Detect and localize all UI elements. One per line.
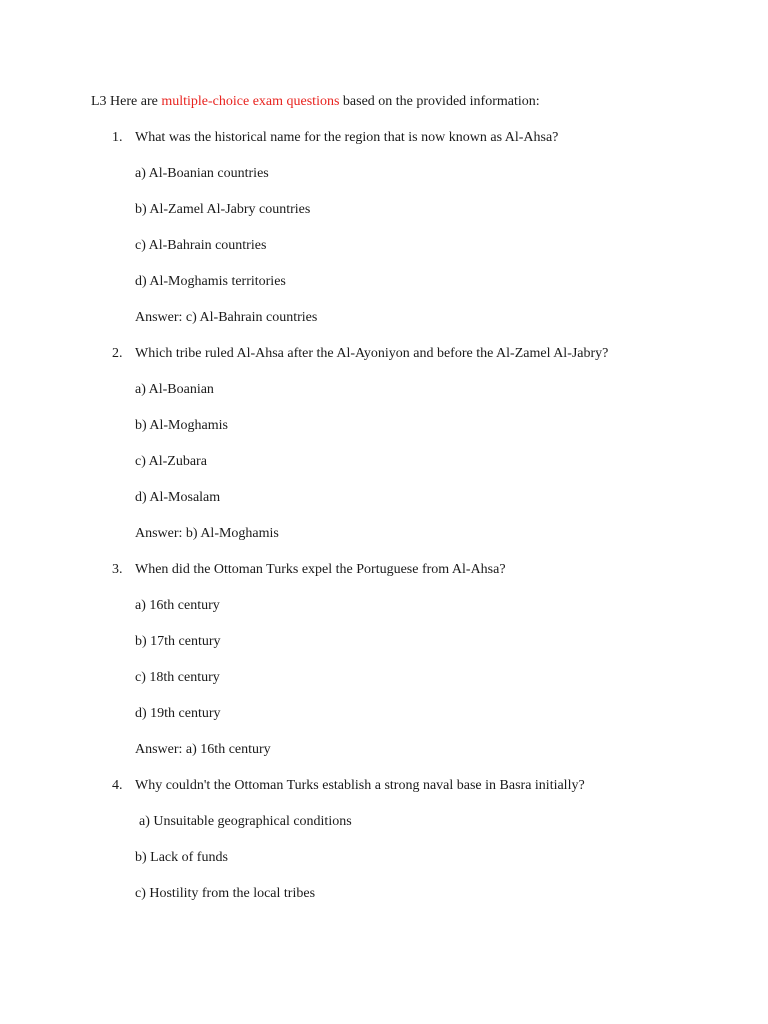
answer-line: Answer: b) Al-Moghamis (135, 526, 279, 541)
option-b: b) Lack of funds (135, 850, 228, 865)
option-d: d) 19th century (135, 706, 221, 721)
option-c: c) Hostility from the local tribes (135, 886, 316, 901)
intro-highlight: multiple-choice exam questions (161, 94, 340, 109)
option-b: b) 17th century (135, 634, 221, 649)
option-a: a) 16th century (135, 598, 220, 613)
question-text: Which tribe ruled Al-Ahsa after the Al-Ayoniyon and before the Al-Zamel Al-Jabry? (135, 346, 609, 361)
intro-prefix: L3 Here are (91, 94, 162, 109)
intro-suffix: based on the provided information: (339, 94, 540, 109)
question-number: 1. (112, 130, 123, 145)
option-c: c) Al-Bahrain countries (135, 238, 267, 253)
option-a: a) Al-Boanian countries (135, 166, 269, 181)
option-a: a) Unsuitable geographical conditions (139, 814, 352, 829)
question-number: 3. (112, 562, 123, 577)
question-text: When did the Ottoman Turks expel the Portuguese from Al-Ahsa? (135, 562, 506, 577)
option-d: d) Al-Mosalam (135, 490, 221, 505)
option-b: b) Al-Zamel Al-Jabry countries (135, 202, 311, 217)
option-a: a) Al-Boanian (135, 382, 214, 397)
intro-line (91, 94, 540, 110)
answer-line: Answer: c) Al-Bahrain countries (135, 310, 318, 325)
question-text: Why couldn't the Ottoman Turks establish a strong naval base in Basra initially? (135, 778, 585, 793)
option-d: d) Al-Moghamis territories (135, 274, 286, 289)
question-number: 4. (112, 778, 123, 793)
question-text: What was the historical name for the region that is now known as Al-Ahsa? (135, 130, 559, 145)
option-c: c) 18th century (135, 670, 220, 685)
option-c: c) Al-Zubara (135, 454, 207, 469)
question-number: 2. (112, 346, 123, 361)
answer-line: Answer: a) 16th century (135, 742, 271, 757)
option-b: b) Al-Moghamis (135, 418, 228, 433)
